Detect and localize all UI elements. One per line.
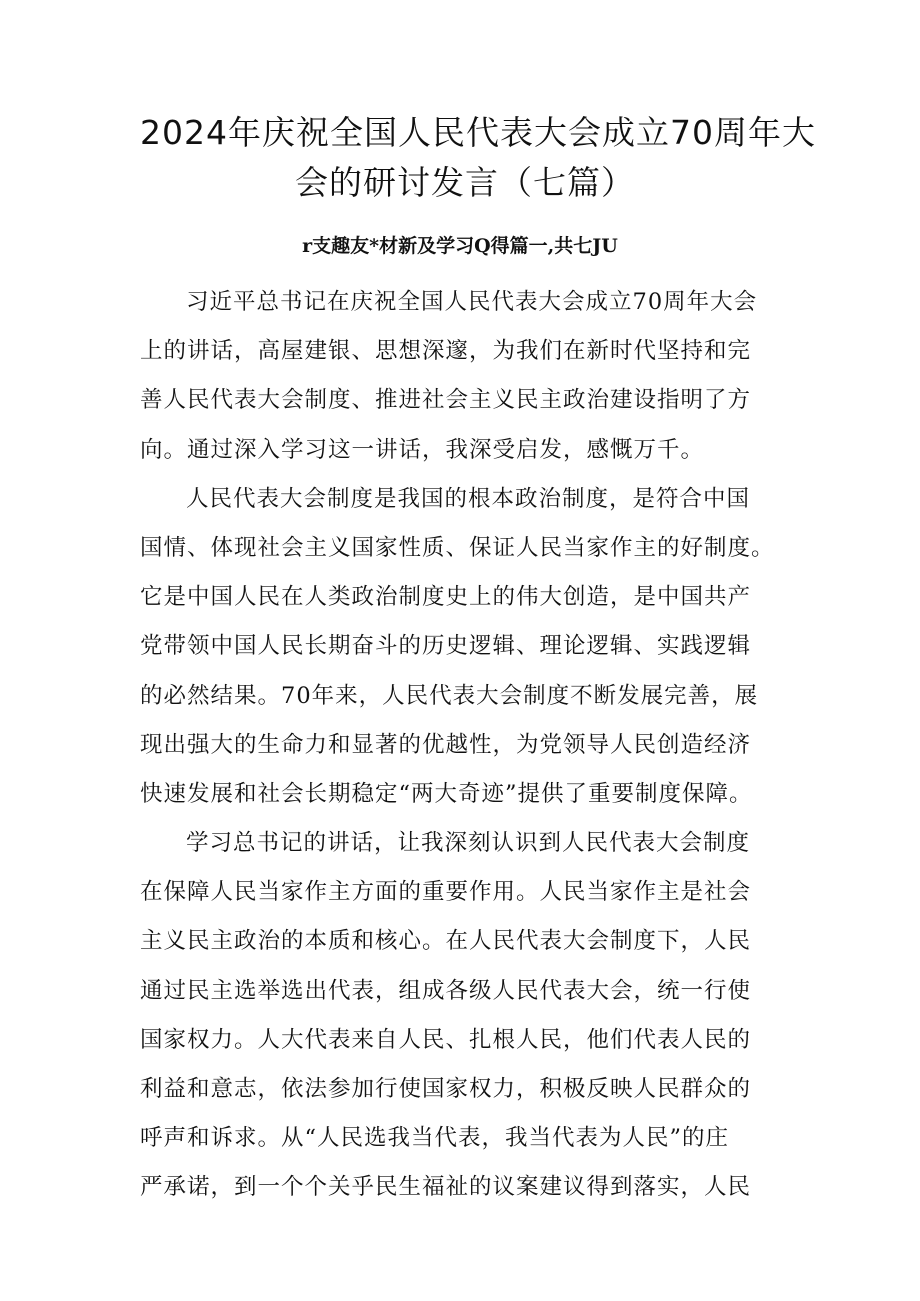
- document-subtitle: r支趣友*材新及学习Q得篇一,共七JU: [302, 235, 618, 257]
- document-title: [140, 108, 816, 208]
- body-line: 现出强大的生命力和显著的优越性，为党领导人民创造经济: [140, 731, 752, 758]
- body-line: 呼声和诉求。从“人民选我当代表，我当代表为人民”的庄: [140, 1125, 730, 1152]
- body-line: 严承诺，到一个个关乎民生福祉的议案建议得到落实，人民: [140, 1174, 752, 1201]
- title-line-1: 2024年庆祝全国人民代表大会成立70周年大: [140, 113, 816, 152]
- body-line: 快速发展和社会长期稳定“两大奇迹”提供了重要制度保障。: [140, 780, 753, 807]
- body-line: 在保障人民当家作主方面的重要作用。人民当家作主是社会: [140, 879, 752, 906]
- body-line: 人民代表大会制度是我国的根本政治制度，是符合中国: [186, 485, 751, 512]
- body-line: 上的讲话，高屋建银、思想深邃，为我们在新时代坚持和完: [140, 338, 752, 365]
- body-line: 通过民主选举选出代表，组成各级人民代表大会，统一行使: [140, 977, 752, 1004]
- body-line: 向。通过深入学习这一讲话，我深受启发，感慨万千。: [140, 436, 705, 463]
- body-line: 学习总书记的讲话，让我深刻认识到人民代表大会制度: [186, 830, 751, 857]
- body-line: 国家权力。人大代表来自人民、扎根人民，他们代表人民的: [140, 1026, 752, 1053]
- body-line: 善人民代表大会制度、推进社会主义民主政治建设指明了方: [140, 387, 752, 414]
- body-line: 的必然结果。70年来，人民代表大会制度不断发展完善，展: [140, 682, 759, 709]
- title-line-2: 会的研讨发言（七篇）: [295, 163, 635, 202]
- body-line: 习近平总书记在庆祝全国人民代表大会成立70周年大会: [186, 289, 758, 315]
- body-line: 党带领中国人民长期奋斗的历史逻辑、理论逻辑、实践逻辑: [140, 633, 752, 660]
- body-line: 它是中国人民在人类政治制度史上的伟大创造，是中国共产: [140, 584, 752, 611]
- body-line: 国情、体现社会主义国家性质、保证人民当家作主的好制度。: [140, 534, 775, 561]
- body-line: 主义民主政治的本质和核心。在人民代表大会制度下，人民: [140, 928, 752, 955]
- document-body: [140, 278, 780, 1213]
- body-line: 利益和意志，依法参加行使国家权力，积极反映人民群众的: [140, 1076, 752, 1102]
